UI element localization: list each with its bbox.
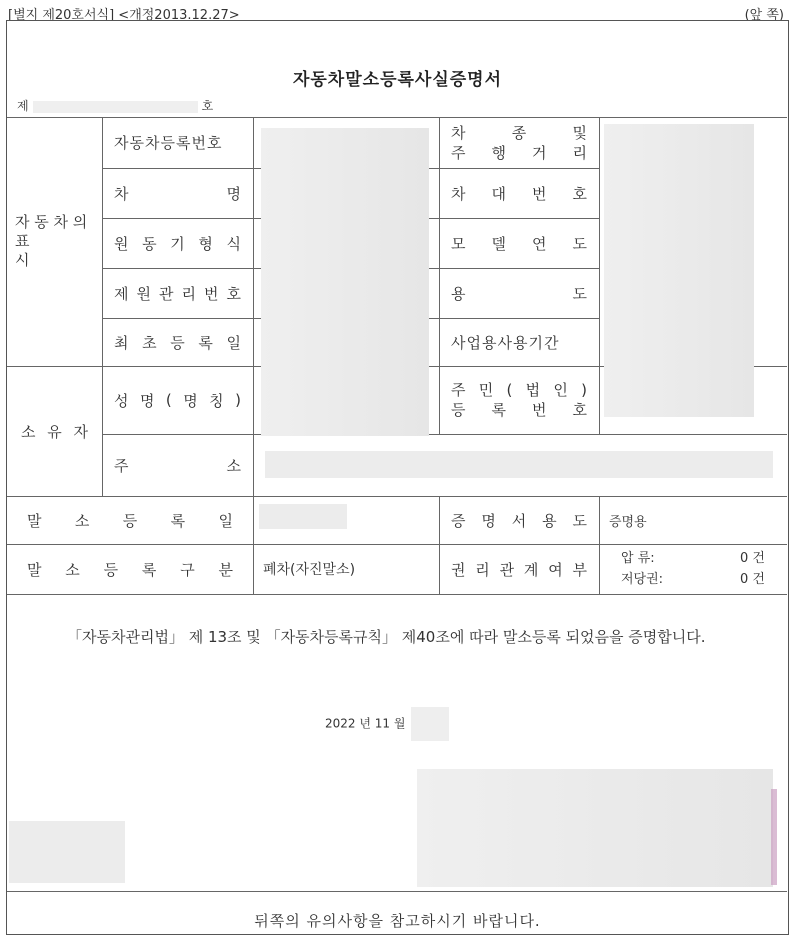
cancellation-type-label bbox=[7, 544, 253, 594]
label-char: 호 bbox=[226, 284, 241, 303]
label-char: 용 bbox=[451, 284, 466, 303]
label-char: 민 bbox=[478, 381, 494, 399]
label-char: 번 bbox=[204, 284, 219, 303]
label-char: 제 bbox=[114, 284, 129, 303]
seizure-row bbox=[621, 548, 765, 569]
document-number bbox=[17, 97, 213, 114]
label-char: 관 bbox=[499, 560, 515, 579]
label-char: ( bbox=[165, 391, 172, 409]
redacted-issuer-block bbox=[9, 821, 125, 883]
vehicle-section-label bbox=[7, 117, 102, 366]
label-char: 번 bbox=[532, 401, 547, 419]
label-char: 관 bbox=[159, 284, 174, 303]
label-char: 용 bbox=[542, 511, 557, 530]
label-char: 형 bbox=[198, 234, 213, 253]
form-number-label: [별지 제20호서식] <개정2013.12.27> bbox=[8, 8, 240, 23]
label-char: 구 bbox=[180, 560, 195, 579]
label-char: 칭 bbox=[209, 391, 224, 410]
label-char: 서 bbox=[511, 511, 527, 530]
label-char: 최 bbox=[114, 333, 129, 352]
label-char: 명 bbox=[481, 511, 496, 530]
vehicle-section-label-line: 자 동 차 의 bbox=[15, 213, 88, 231]
label-char: 차 bbox=[451, 184, 466, 203]
footer-note: 뒤쪽의 유의사항을 참고하시기 바랍니다. bbox=[254, 912, 541, 930]
certification-statement: 「자동차관리법」 제 13조 및 「자동차등록규칙」 제40조에 따라 말소등록 되었음을 증명합니다. bbox=[67, 628, 706, 646]
redacted-address bbox=[265, 451, 773, 478]
label-char: 기 bbox=[170, 234, 185, 253]
owner-label-char: 유 bbox=[47, 422, 62, 441]
label-char: 등 bbox=[170, 333, 185, 352]
label-char: 소 bbox=[74, 511, 90, 530]
redacted-day bbox=[411, 707, 449, 741]
owner-label-char: 자 bbox=[73, 422, 88, 441]
label-char: 명 bbox=[226, 184, 241, 203]
label-char: ) bbox=[235, 391, 241, 409]
label-char: 소 bbox=[65, 560, 80, 579]
label-char: 여 bbox=[548, 560, 563, 579]
registration-number-label: 자동차등록번호 bbox=[114, 134, 223, 152]
label-char: 도 bbox=[572, 234, 587, 253]
engine-type-label bbox=[102, 218, 253, 268]
business-use-period-label: 사업용사용기간 bbox=[451, 333, 560, 352]
certificate-purpose-value: 증명용 bbox=[609, 514, 647, 530]
label-char: 법 bbox=[525, 381, 541, 399]
redacted-cancellation-date bbox=[259, 504, 347, 529]
label-char: 록 bbox=[141, 560, 157, 579]
vehicle-section-label-line: 표 시 bbox=[15, 232, 60, 269]
label-char: 초 bbox=[142, 333, 157, 352]
car-name-label bbox=[102, 168, 253, 218]
label-char: 명 bbox=[139, 391, 155, 410]
label-char: 모 bbox=[451, 234, 466, 253]
chassis-number-label bbox=[439, 168, 599, 218]
label-char: 행 bbox=[491, 143, 506, 162]
label-char: 말 bbox=[27, 560, 42, 579]
page-side-label: (앞 쪽) bbox=[744, 8, 784, 23]
label-char: 록 bbox=[198, 333, 213, 352]
redacted-document-number bbox=[33, 101, 198, 113]
issue-date bbox=[325, 707, 449, 741]
usage-label bbox=[439, 268, 599, 318]
label-char: 일 bbox=[226, 333, 241, 352]
table-bottom-border bbox=[7, 594, 787, 595]
label-line bbox=[451, 123, 587, 143]
document-title: 자동차말소등록사실증명서 bbox=[292, 70, 503, 90]
label-char: 거 bbox=[532, 143, 547, 162]
label-char: 주 bbox=[114, 456, 129, 475]
column-divider bbox=[599, 117, 600, 434]
seizure-count: 0 건 bbox=[740, 551, 765, 566]
first-registration-date-label bbox=[102, 318, 253, 366]
label-line bbox=[451, 400, 587, 420]
label-char: 소 bbox=[226, 456, 241, 475]
label-char: 주 bbox=[451, 143, 466, 162]
seizure-label: 압 류: bbox=[621, 551, 655, 566]
label-char: 동 bbox=[142, 234, 157, 253]
model-year-label bbox=[439, 218, 599, 268]
label-char: 명 bbox=[183, 391, 198, 410]
owner-address-label bbox=[102, 434, 253, 496]
certificate-purpose-label bbox=[439, 496, 599, 544]
redacted-vehicle-values-right bbox=[604, 124, 754, 417]
label-char: 록 bbox=[491, 401, 506, 419]
label-char: 델 bbox=[491, 234, 506, 253]
label-char: 식 bbox=[226, 234, 241, 253]
label-char: 호 bbox=[572, 184, 587, 203]
cancellation-date-label bbox=[7, 496, 253, 544]
label-char: 주 bbox=[451, 381, 466, 399]
rights-relation-label bbox=[439, 544, 599, 594]
label-char: 등 bbox=[122, 511, 138, 530]
label-char: 말 bbox=[27, 511, 42, 530]
label-char: 등 bbox=[103, 560, 119, 579]
label-char: 부 bbox=[572, 560, 587, 579]
label-char: 권 bbox=[451, 560, 466, 579]
label-char: 도 bbox=[572, 284, 587, 303]
footer-divider bbox=[7, 891, 787, 892]
label-char: 리 bbox=[475, 560, 490, 579]
label-char: 성 bbox=[114, 391, 129, 410]
mortgage-count: 0 건 bbox=[740, 572, 765, 587]
label-char: 연 bbox=[532, 234, 547, 253]
label-char: 호 bbox=[572, 401, 587, 419]
rights-relation-values bbox=[599, 544, 787, 594]
label-char: ( bbox=[506, 381, 513, 399]
spec-number-label bbox=[102, 268, 253, 318]
document-number-prefix: 제 bbox=[17, 99, 29, 113]
label-char: 계 bbox=[523, 560, 539, 579]
cancellation-type-value: 폐차(자진말소) bbox=[263, 562, 356, 578]
type-and-mileage-label bbox=[439, 117, 599, 168]
label-char: 차 bbox=[451, 123, 466, 142]
label-char: 록 bbox=[170, 511, 186, 530]
owner-label-char: 소 bbox=[21, 422, 36, 441]
label-char: 및 bbox=[572, 123, 587, 142]
label-char: 증 bbox=[451, 511, 466, 530]
label-char: 원 bbox=[136, 284, 151, 303]
label-char: 리 bbox=[181, 284, 196, 303]
label-char: 도 bbox=[572, 511, 587, 530]
label-char: ) bbox=[581, 381, 587, 399]
document-number-suffix: 호 bbox=[201, 99, 214, 113]
label-char: 인 bbox=[553, 381, 568, 399]
column-divider bbox=[253, 117, 254, 594]
mortgage-label: 저당권: bbox=[621, 572, 664, 587]
owner-name-label bbox=[102, 366, 253, 434]
label-char: 차 bbox=[114, 184, 129, 203]
label-char: 번 bbox=[532, 184, 547, 203]
label-line bbox=[451, 380, 587, 400]
label-char: 원 bbox=[114, 234, 129, 253]
label-char: 분 bbox=[218, 560, 233, 579]
label-char: 대 bbox=[491, 184, 506, 203]
certificate-form bbox=[6, 20, 789, 935]
owner-section-label bbox=[7, 366, 102, 496]
label-char: 리 bbox=[572, 143, 587, 162]
label-char: 종 bbox=[511, 123, 527, 142]
label-char: 일 bbox=[218, 511, 233, 530]
redacted-seal-area bbox=[417, 769, 773, 887]
mortgage-row bbox=[621, 569, 765, 590]
label-char: 등 bbox=[451, 401, 466, 419]
label-line bbox=[451, 143, 587, 163]
redacted-vehicle-values bbox=[261, 128, 429, 436]
issue-date-text: 2022 년 11 월 bbox=[325, 716, 406, 731]
owner-id-number-label bbox=[439, 366, 599, 434]
seal-edge-mark bbox=[771, 789, 777, 885]
